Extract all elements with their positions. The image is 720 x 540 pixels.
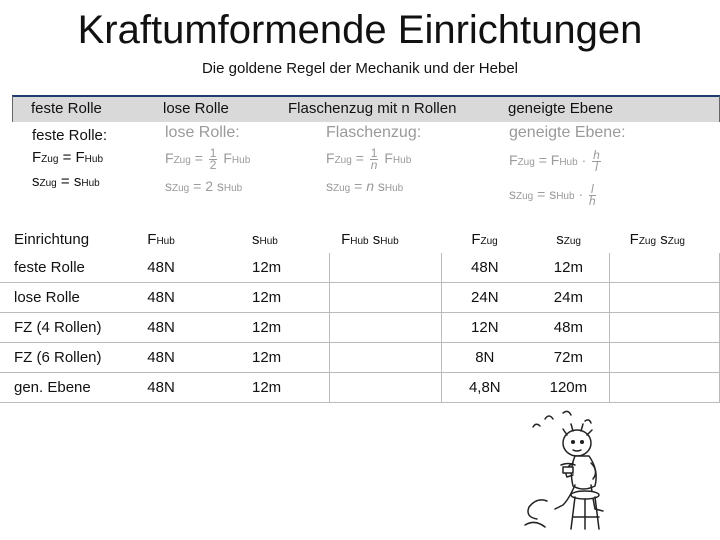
lose-rolle-panel bbox=[165, 124, 240, 142]
lose-rolle-heading: lose Rolle: bbox=[165, 124, 240, 141]
table-row: feste Rolle 48N 12m 48N 12m bbox=[0, 253, 720, 283]
tab-geneigte-ebene[interactable]: geneigte Ebene bbox=[508, 100, 614, 117]
feste-rolle-distance-formula: sZug = sHub bbox=[32, 173, 100, 190]
tab-feste-rolle[interactable]: feste Rolle bbox=[31, 100, 102, 117]
table-row: FZ (6 Rollen) 48N 12m 8N 72m bbox=[0, 343, 720, 373]
thinking-person-illustration bbox=[505, 405, 625, 535]
geneigte-ebene-force-formula: FZug = FHub · $\frac{h}{l}$ bbox=[509, 148, 600, 174]
table-row: gen. Ebene 48N 12m 4,8N 120m bbox=[0, 373, 720, 403]
lose-rolle-force-formula: FZug = $\frac{1}{2}$ FHub bbox=[165, 146, 251, 172]
thought-mark bbox=[585, 420, 591, 423]
header-f-zug: FZug bbox=[471, 230, 498, 248]
header-f-hub: FHub bbox=[147, 230, 175, 248]
table-header-row bbox=[0, 225, 720, 253]
header-s-hub: sHub bbox=[251, 230, 278, 248]
tab-flaschenzug[interactable]: Flaschenzug mit n Rollen bbox=[288, 100, 457, 117]
header-f-hub-s-hub: FHub sHub bbox=[341, 230, 399, 248]
table-row: lose Rolle 48N 12m 24N 24m bbox=[0, 283, 720, 313]
flaschenzug-force-formula: FZug = $\frac{1}{n}$ FHub bbox=[326, 146, 412, 172]
lose-rolle-distance-formula: sZug = 2 sHub bbox=[165, 178, 243, 194]
header-einrichtung: Einrichtung bbox=[14, 230, 90, 248]
page-title: Kraftumformende Einrichtungen bbox=[77, 8, 643, 52]
flaschenzug-heading: Flaschenzug: bbox=[326, 124, 422, 141]
page-subtitle: Die goldene Regel der Mechanik und der Hebel bbox=[201, 60, 519, 77]
feste-rolle-heading: feste Rolle: bbox=[32, 127, 108, 144]
feste-rolle-force-formula: FZug = FHub bbox=[32, 149, 104, 166]
flaschenzug-panel bbox=[326, 124, 421, 142]
results-table bbox=[0, 225, 720, 403]
feste-rolle-formulas bbox=[32, 125, 107, 195]
thought-mark bbox=[533, 424, 540, 427]
table-row: FZ (4 Rollen) 48N 12m 12N 48m bbox=[0, 313, 720, 343]
thought-mark bbox=[545, 416, 553, 419]
geneigte-ebene-heading: geneigte Ebene: bbox=[509, 124, 626, 141]
tab-lose-rolle[interactable]: lose Rolle bbox=[163, 100, 229, 117]
geneigte-ebene-distance-formula: sZug = sHub · $\frac{l}{h}$ bbox=[509, 182, 596, 208]
flaschenzug-distance-formula: sZug = n sHub bbox=[326, 178, 404, 194]
geneigte-ebene-panel bbox=[509, 124, 626, 142]
tab-bar bbox=[12, 95, 720, 122]
header-f-zug-s-zug: FZug sZug bbox=[629, 230, 685, 248]
thought-mark bbox=[563, 411, 571, 415]
header-s-zug: sZug bbox=[556, 230, 581, 248]
